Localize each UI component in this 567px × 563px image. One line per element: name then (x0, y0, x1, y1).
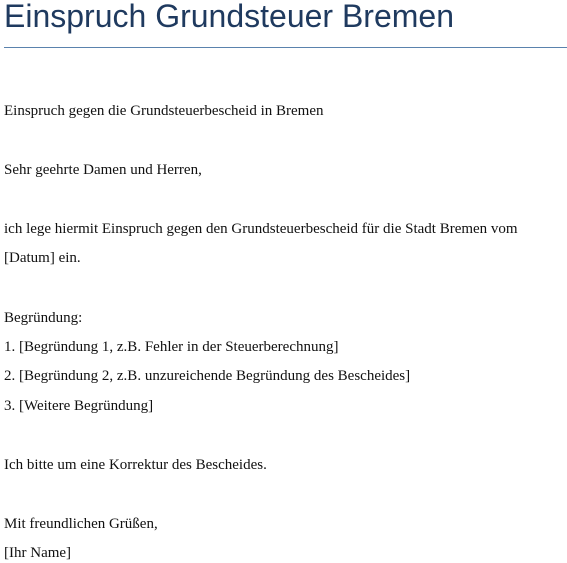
title-divider (4, 47, 567, 48)
request-line: Ich bitte um eine Korrektur des Bescheides. (4, 457, 267, 473)
subject-line: Einspruch gegen die Grundsteuerbescheid in Bremen (4, 103, 324, 119)
body-text-line-2: [Datum] ein. (4, 250, 81, 266)
reason-item-2: 2. [Begründung 2, z.B. unzureichende Begründung des Bescheides] (4, 368, 411, 384)
reason-item-1: 1. [Begründung 1, z.B. Fehler in der Steuerberechnung] (4, 339, 339, 355)
salutation: Sehr geehrte Damen und Herren, (4, 162, 202, 178)
reason-item-3: 3. [Weitere Begründung] (4, 398, 154, 414)
closing-line: Mit freundlichen Grüßen, (4, 516, 158, 532)
body-text-line-1: ich lege hiermit Einspruch gegen den Grundsteuerbescheid für die Stadt Bremen vom (4, 221, 518, 237)
signature-placeholder: [Ihr Name] (4, 545, 72, 561)
document-title: Einspruch Grundsteuer Bremen (4, 0, 454, 34)
reasons-heading: Begründung: (4, 310, 83, 326)
